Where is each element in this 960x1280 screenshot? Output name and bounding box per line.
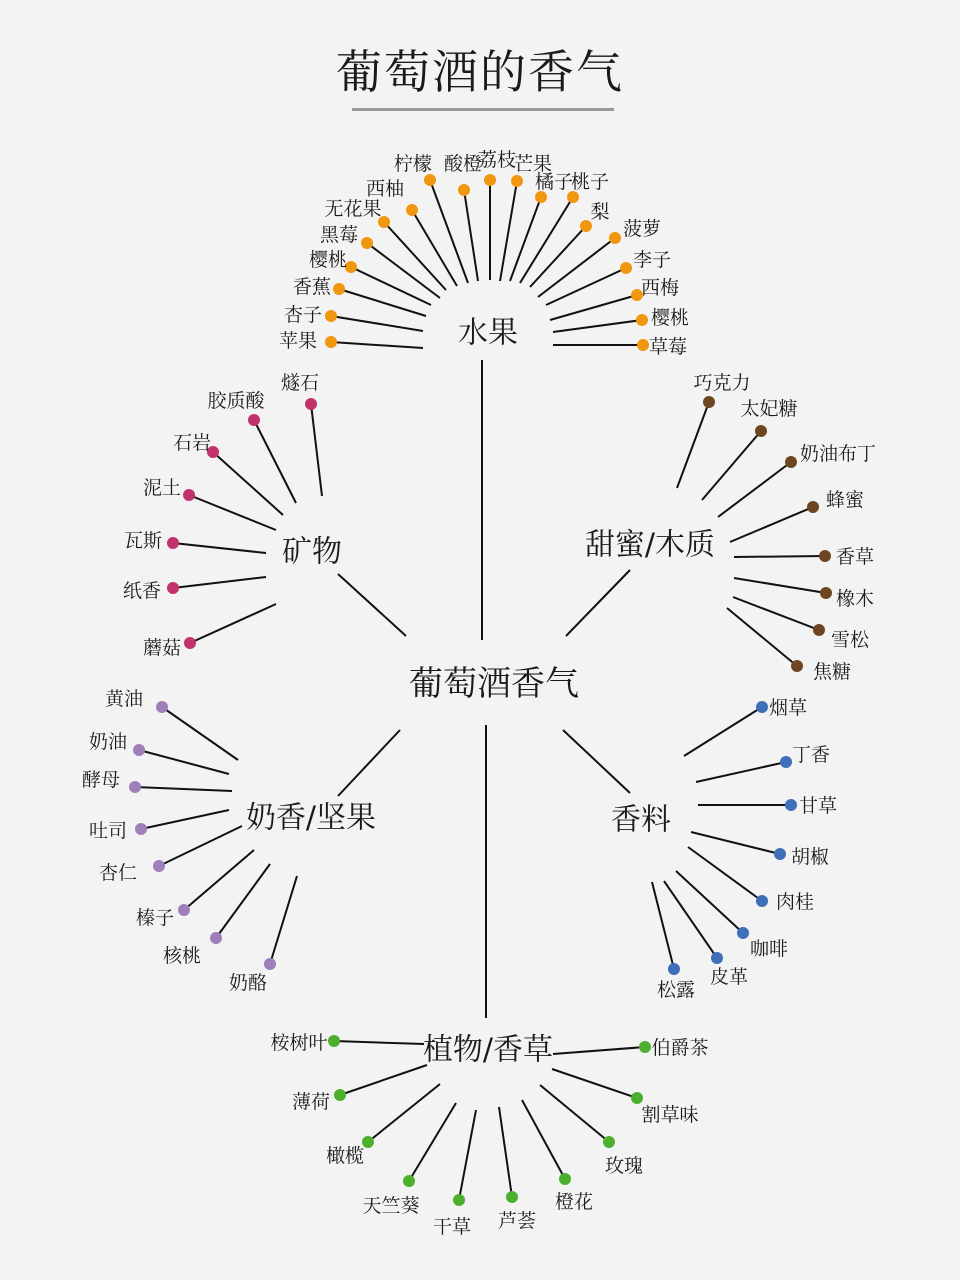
aroma-label: 皮革: [709, 966, 749, 988]
aroma-dot-fruit: [325, 336, 337, 348]
aroma-spoke-line: [213, 452, 283, 515]
aroma-label: 巧克力: [693, 372, 751, 394]
aroma-spoke-line: [459, 1110, 476, 1200]
aroma-dot-fruit: [333, 283, 345, 295]
aroma-label: 奶油: [88, 731, 128, 753]
aroma-spoke-line: [522, 1100, 565, 1179]
hub-label: 葡萄酒香气: [409, 664, 579, 704]
aroma-dot-mineral: [305, 398, 317, 410]
aroma-dot-fruit: [458, 184, 470, 196]
aroma-label: 泥土: [142, 477, 182, 499]
aroma-spoke-line: [546, 268, 626, 305]
aroma-label: 橙花: [554, 1191, 594, 1213]
aroma-dot-mineral: [167, 582, 179, 594]
aroma-spoke-line: [664, 881, 717, 958]
aroma-spoke-line: [677, 402, 709, 488]
aroma-spoke-line: [351, 267, 431, 305]
aroma-spoke-line: [135, 787, 232, 791]
aroma-dot-fruit: [406, 204, 418, 216]
aroma-label: 燧石: [280, 372, 320, 394]
aroma-label: 肉桂: [775, 891, 815, 913]
aroma-spoke-line: [141, 810, 229, 829]
hub-connector-line: [566, 570, 630, 636]
aroma-dot-fruit: [361, 237, 373, 249]
aroma-label: 丁香: [791, 744, 831, 766]
aroma-spoke-line: [500, 181, 517, 281]
aroma-label: 吐司: [88, 820, 128, 842]
aroma-dot-dairy: [264, 958, 276, 970]
aroma-dot-mineral: [248, 414, 260, 426]
aroma-label: 无花果: [324, 198, 382, 220]
aroma-dot-sweet: [807, 501, 819, 513]
hub-connector-line: [563, 730, 630, 793]
aroma-spoke-line: [173, 577, 266, 588]
aroma-label: 奶油布丁: [799, 443, 877, 465]
aroma-label: 杏子: [283, 304, 323, 326]
category-label-herb: 植物/香草: [422, 1032, 554, 1068]
aroma-label: 杏仁: [98, 862, 138, 884]
aroma-spoke-line: [340, 1065, 427, 1095]
aroma-dot-spice: [780, 756, 792, 768]
aroma-dot-herb: [453, 1194, 465, 1206]
aroma-label: 西梅: [640, 277, 680, 299]
aroma-spoke-line: [540, 1085, 609, 1142]
aroma-spoke-line: [412, 210, 457, 286]
category-label-mineral: 矿物: [282, 534, 342, 570]
aroma-label: 胡椒: [790, 846, 830, 868]
aroma-dot-dairy: [153, 860, 165, 872]
aroma-spoke-line: [553, 320, 642, 332]
aroma-label: 橄榄: [325, 1145, 365, 1167]
aroma-spoke-line: [696, 762, 786, 782]
aroma-spoke-line: [734, 578, 826, 593]
aroma-label: 李子: [632, 249, 672, 271]
aroma-dot-herb: [506, 1191, 518, 1203]
aroma-label: 干草: [432, 1216, 472, 1238]
aroma-dot-spice: [711, 952, 723, 964]
aroma-dot-fruit: [637, 339, 649, 351]
aroma-spoke-line: [530, 226, 586, 287]
aroma-spoke-line: [159, 826, 242, 866]
aroma-dot-herb: [603, 1136, 615, 1148]
aroma-spoke-line: [173, 543, 266, 553]
aroma-spoke-line: [311, 404, 322, 496]
aroma-spoke-line: [162, 707, 238, 760]
aroma-spoke-line: [189, 495, 276, 530]
aroma-dot-dairy: [129, 781, 141, 793]
aroma-label: 桃子: [570, 171, 610, 193]
aroma-spoke-line: [368, 1084, 440, 1142]
aroma-spoke-line: [702, 431, 761, 500]
aroma-dot-sweet: [755, 425, 767, 437]
aroma-spoke-line: [331, 316, 423, 331]
aroma-label: 割草味: [641, 1104, 699, 1126]
aroma-dot-dairy: [210, 932, 222, 944]
aroma-dot-mineral: [183, 489, 195, 501]
aroma-dot-sweet: [703, 396, 715, 408]
aroma-label: 咖啡: [749, 938, 789, 960]
aroma-label: 伯爵茶: [651, 1037, 709, 1059]
text-labels: [82, 149, 876, 1238]
aroma-label: 橡木: [835, 588, 875, 610]
aroma-spoke-line: [270, 876, 297, 964]
aroma-label: 焦糖: [812, 661, 852, 683]
aroma-spoke-line: [734, 556, 825, 557]
aroma-spoke-line: [730, 507, 813, 542]
aroma-dot-dairy: [156, 701, 168, 713]
aroma-spoke-line: [510, 197, 541, 281]
aroma-spoke-line: [254, 420, 296, 503]
aroma-label: 香草: [835, 546, 875, 568]
aroma-dot-dairy: [133, 744, 145, 756]
aroma-label: 樱桃: [308, 249, 348, 271]
aroma-label: 松露: [656, 979, 696, 1001]
category-label-spice: 香料: [611, 802, 671, 838]
aroma-spoke-line: [691, 832, 780, 854]
aroma-label: 石岩: [172, 432, 212, 454]
aroma-label: 桉树叶: [270, 1032, 328, 1054]
aroma-label: 核桃: [162, 945, 202, 967]
aroma-label: 玫瑰: [604, 1155, 644, 1177]
aroma-spoke-line: [553, 1047, 645, 1054]
aroma-label: 奶酪: [228, 972, 268, 994]
aroma-dot-sweet: [785, 456, 797, 468]
aroma-dot-herb: [334, 1089, 346, 1101]
aroma-dot-spice: [756, 701, 768, 713]
aroma-dot-mineral: [167, 537, 179, 549]
aroma-label: 榛子: [135, 907, 175, 929]
aroma-label: 草莓: [648, 336, 688, 358]
aroma-label: 瓦斯: [123, 530, 163, 552]
aroma-dot-herb: [631, 1092, 643, 1104]
aroma-spoke-line: [190, 604, 276, 643]
aroma-label: 西柚: [365, 178, 405, 200]
aroma-dot-fruit: [620, 262, 632, 274]
aroma-label: 蘑菇: [142, 637, 182, 659]
aroma-dot-dairy: [135, 823, 147, 835]
aroma-dot-spice: [756, 895, 768, 907]
aroma-label: 太妃糖: [740, 398, 798, 420]
aroma-label: 酸橙: [443, 153, 483, 175]
aroma-dot-fruit: [325, 310, 337, 322]
aroma-label: 烟草: [768, 697, 808, 719]
aroma-dot-herb: [639, 1041, 651, 1053]
aroma-label: 酵母: [81, 769, 121, 791]
hub-connector-line: [338, 730, 400, 796]
aroma-dot-herb: [328, 1035, 340, 1047]
aroma-spoke-line: [409, 1103, 456, 1181]
aroma-spoke-line: [464, 190, 478, 281]
aroma-label: 黄油: [104, 688, 144, 710]
aroma-dot-spice: [668, 963, 680, 975]
aroma-dot-sweet: [791, 660, 803, 672]
aroma-spoke-line: [538, 238, 615, 297]
category-label-fruit: 水果: [458, 315, 518, 351]
aroma-dot-herb: [559, 1173, 571, 1185]
aroma-spoke-line: [733, 597, 819, 630]
aroma-label: 甘草: [798, 795, 838, 817]
category-label-sweet: 甜蜜/木质: [584, 527, 716, 563]
aroma-dot-fruit: [484, 174, 496, 186]
aroma-spoke-line: [499, 1107, 512, 1197]
aroma-dot-spice: [737, 927, 749, 939]
aroma-dot-sweet: [820, 587, 832, 599]
category-label-dairy: 奶香/坚果: [245, 800, 377, 836]
aroma-label: 菠萝: [622, 218, 662, 240]
aroma-dot-fruit: [636, 314, 648, 326]
aroma-dot-spice: [774, 848, 786, 860]
aroma-label: 樱桃: [650, 307, 690, 329]
page-title: 葡萄酒的香气: [336, 45, 624, 99]
aroma-label: 胶质酸: [207, 390, 265, 412]
aroma-label: 薄荷: [291, 1091, 331, 1113]
aroma-dot-mineral: [184, 637, 196, 649]
aroma-dot-fruit: [609, 232, 621, 244]
aroma-label: 黑莓: [319, 224, 359, 246]
aroma-label: 蜂蜜: [825, 489, 865, 511]
aroma-spoke-line: [331, 342, 423, 348]
aroma-spoke-line: [139, 750, 229, 774]
aroma-spoke-line: [684, 707, 762, 756]
aroma-dot-sweet: [813, 624, 825, 636]
aroma-dot-fruit: [511, 175, 523, 187]
aroma-label: 柠檬: [393, 153, 433, 175]
aroma-spoke-line: [334, 1041, 424, 1044]
aroma-label: 梨: [590, 201, 610, 223]
aroma-spoke-line: [552, 1069, 637, 1098]
aroma-spoke-line: [652, 882, 674, 969]
aroma-spoke-line: [339, 289, 426, 316]
aroma-spoke-line: [550, 295, 637, 320]
aroma-dot-spice: [785, 799, 797, 811]
aroma-label: 香蕉: [292, 276, 332, 298]
aroma-dot-fruit: [424, 174, 436, 186]
aroma-label: 荔枝: [477, 149, 517, 171]
aroma-label: 天竺葵: [362, 1195, 420, 1217]
aroma-label: 芦荟: [497, 1210, 537, 1232]
aroma-spoke-line: [718, 462, 791, 517]
aroma-label: 雪松: [830, 629, 870, 651]
aroma-label: 芒果: [513, 153, 553, 175]
aroma-label: 纸香: [122, 580, 162, 602]
aroma-label: 苹果: [278, 330, 318, 352]
aroma-dot-herb: [403, 1175, 415, 1187]
aroma-dot-sweet: [819, 550, 831, 562]
aroma-label: 橘子: [534, 171, 574, 193]
aroma-dot-dairy: [178, 904, 190, 916]
hub-connector-line: [338, 574, 406, 636]
